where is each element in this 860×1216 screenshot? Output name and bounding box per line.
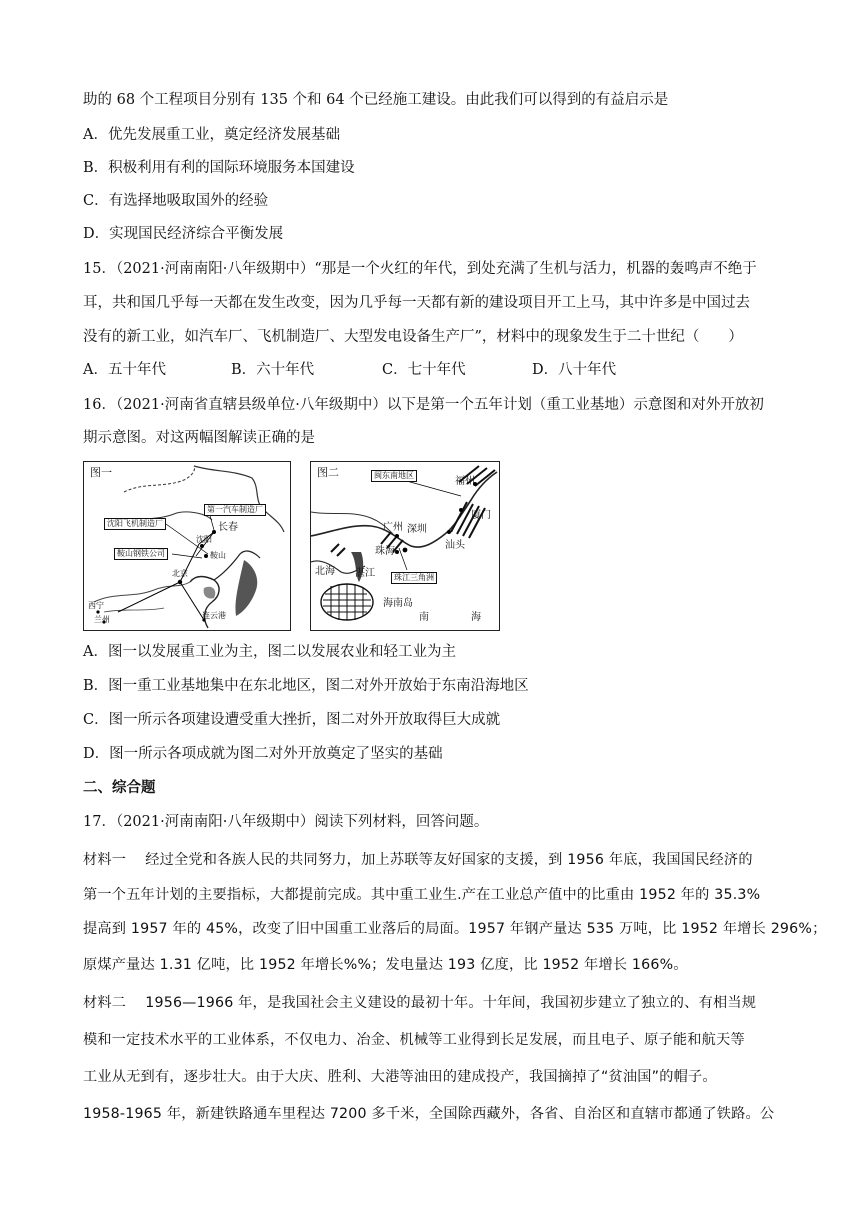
map-2-box-pearl-river-delta: 珠江三角洲	[391, 572, 437, 584]
map-2-place-shantou: 汕头	[445, 540, 465, 551]
q15-line-1: 15．（2021·河南南阳·八年级期中）“那是一个火红的年代，到处充满了生机与活力，机器的轰鸣声不绝于	[83, 261, 757, 277]
q16-line-1: 16．（2021·河南省直辖县级单位·八年级期中）以下是第一个五年计划（重工业基地）示意图和对外开放初	[83, 397, 764, 413]
map-2-label-nan: 南	[419, 612, 429, 623]
q16-option-b: B．图一重工业基地集中在东北地区，图二对外开放始于东南沿海地区	[83, 678, 529, 694]
map-2-label-hai: 海	[471, 612, 481, 623]
map-1-place-xining: 西宁	[88, 601, 104, 610]
map-2-place-fuzhou: 福州	[455, 476, 475, 487]
q16-option-c: C．图一所示各项建设遭受重大挫折，图二对外开放取得巨大成就	[83, 712, 501, 728]
q17-material2-line-4: 1958-1965 年，新建铁路通车里程达 7200 多千米，全国除西藏外，各省、自治区和直辖市都通了铁路。公	[83, 1106, 775, 1122]
map-1-drawing	[84, 462, 290, 630]
map-2-place-xiamen: 厦门	[471, 510, 491, 521]
q15-line-3: 没有的新工业，如汽车厂、飞机制造厂、大型发电设备生产厂”，材料中的现象发生于二十世纪（ ）	[83, 329, 743, 345]
map-1-place-anshan: 鞍山	[210, 551, 226, 560]
q15-option-a: A．五十年代	[83, 362, 166, 378]
map-1-place-beijing: 北京	[172, 569, 188, 578]
q15-option-c: C．七十年代	[382, 362, 466, 378]
map-2-place-shenzhen: 深圳	[407, 524, 427, 535]
map-figure-1	[83, 461, 291, 631]
map-1-place-shenyang: 沈阳	[196, 535, 212, 544]
map-2-place-zhanjiang: 湛江	[355, 568, 375, 579]
map-figure-2	[310, 461, 500, 631]
q15-line-2: 耳，共和国几乎每一天都在发生改变，因为几乎每一天都有新的建设项目开工上马，其中许多是中国过去	[83, 295, 750, 311]
map-2-place-beihai: 北海	[315, 566, 335, 577]
q14-option-b: B．积极利用有利的国际环境服务本国建设	[83, 160, 355, 176]
q17-material2-line-2: 模和一定技术水平的工业体系，不仅电力、冶金、机械等工业得到长足发展，而且电子、原子能和航天等	[83, 1032, 745, 1048]
map-2-place-guangzhou: 广州	[383, 522, 403, 533]
q17-material1-line-4: 原煤产量达 1.31 亿吨，比 1952 年增长%%；发电量达 193 亿度，比 1952 年增长 166%。	[83, 957, 688, 973]
map-1-title: 图一	[90, 466, 112, 479]
q14-option-c: C．有选择地吸取国外的经验	[83, 193, 269, 209]
map-2-place-zhuhai: 珠海	[375, 546, 395, 557]
q17-material1-line-1: 材料一 经过全党和各族人民的共同努力，加上苏联等友好国家的支援，到 1956 年底，我国国民经济的	[83, 852, 753, 868]
q15-option-d: D．八十年代	[532, 362, 617, 378]
q17-material1-line-3: 提高到 1957 年的 45%，改变了旧中国重工业落后的局面。1957 年钢产量达 535 万吨，比 1952 年增长 296%；	[83, 921, 827, 937]
section-heading: 二、综合题	[83, 780, 156, 796]
q17-material1-line-2: 第一个五年计划的主要指标，大都提前完成。其中重工业生.产在工业总产值中的比重由 1952 年的 35.3%	[83, 887, 761, 903]
q16-line-2: 期示意图。对这两幅图解读正确的是	[83, 430, 315, 446]
q14-option-a: A．优先发展重工业，奠定经济发展基础	[83, 127, 340, 143]
map-2-box-mindongnan: 闽东南地区	[371, 470, 417, 482]
map-1-box-anshan-steel: 鞍山钢铁公司	[114, 548, 168, 560]
map-1-place-lianyungang: 连云港	[202, 611, 226, 620]
map-2-place-hainan: 海南岛	[383, 598, 413, 609]
q15-option-b: B．六十年代	[231, 362, 315, 378]
q14-option-d: D．实现国民经济综合平衡发展	[83, 226, 284, 242]
q17-material2-line-3: 工业从无到有，逐步壮大。由于大庆、胜利、大港等油田的建成投产，我国摘掉了“贫油国”的帽子。	[83, 1069, 717, 1085]
q17-material2-line-1: 材料二 1956—1966 年，是我国社会主义建设的最初十年。十年间，我国初步建立了独立的、有相当规	[83, 995, 757, 1011]
map-1-place-lanzhou: 兰州	[94, 615, 110, 624]
map-1-box-faw: 第一汽车制造厂	[204, 504, 266, 516]
map-2-title: 图二	[317, 466, 339, 479]
map-1-box-shenyang-aircraft: 沈阳飞机制造厂	[104, 518, 166, 530]
q16-option-a: A．图一以发展重工业为主，图二以发展农业和轻工业为主	[83, 644, 456, 660]
q14-stem-tail: 助的 68 个工程项目分别有 135 个和 64 个已经施工建设。由此我们可以得到的有益启示是	[83, 92, 669, 108]
q17-stem: 17．（2021·河南南阳·八年级期中）阅读下列材料，回答问题。	[83, 814, 489, 830]
map-1-place-changchun: 长春	[218, 522, 238, 533]
q16-option-d: D．图一所示各项成就为图二对外开放奠定了坚实的基础	[83, 746, 443, 762]
